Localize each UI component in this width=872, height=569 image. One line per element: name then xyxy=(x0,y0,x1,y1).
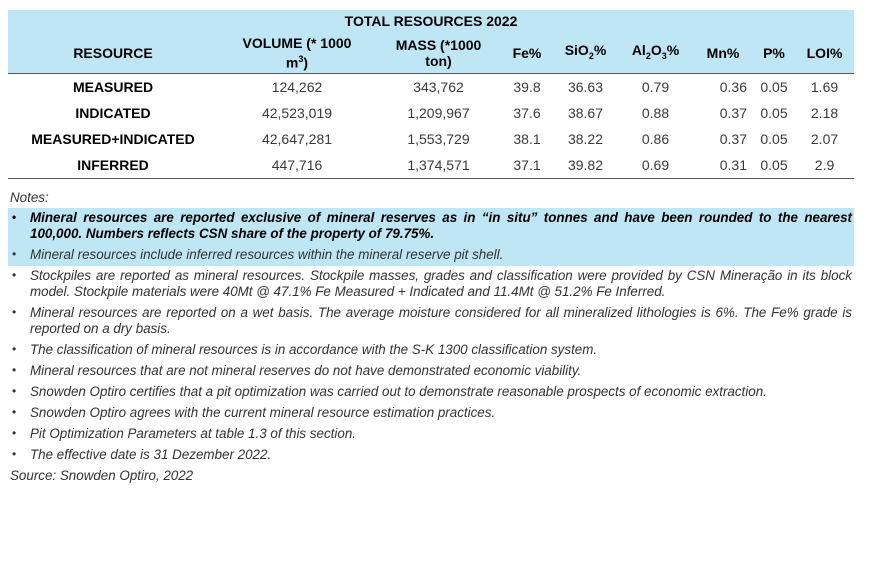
note-text: Mineral resources that are not mineral reserves do not have demonstrated economic viability. xyxy=(30,363,582,378)
bullet-icon: • xyxy=(12,447,17,461)
cell-resource: MEASURED+INDICATED xyxy=(31,131,195,147)
header-al2o3-sub2: 3 xyxy=(661,50,667,61)
note-item xyxy=(8,266,854,303)
cell-resource: INFERRED xyxy=(8,152,218,179)
table-title: TOTAL RESOURCES 2022 xyxy=(8,10,854,32)
header-al2o3-pre: Al xyxy=(631,41,646,58)
table-title-row xyxy=(8,10,854,32)
cell-sio2: 38.67 xyxy=(567,105,604,121)
note-item xyxy=(8,208,854,245)
bullet-icon: • xyxy=(12,268,17,282)
notes-section xyxy=(8,188,854,484)
cell-mn: 0.37 xyxy=(719,131,747,147)
header-sio2-pre: SiO xyxy=(564,41,589,58)
note-item xyxy=(8,424,854,445)
note-item xyxy=(8,245,854,266)
table-row xyxy=(8,100,854,126)
note-text: The effective date is 31 Dezember 2022. xyxy=(30,447,272,462)
header-fe: Fe% xyxy=(501,32,553,74)
note-text: Snowden Optiro certifies that a pit optimization was carried out to demonstrate reasonable prospects of economic extraction. xyxy=(30,384,767,399)
header-p: P% xyxy=(753,32,795,74)
cell-volume: 447,716 xyxy=(218,152,376,179)
note-text: Mineral resources are reported exclusive of mineral reserves as in “in situ” tonnes and have been rounded to the nearest 100,000. Numbers reflects CSN share of the property of 79.75%. xyxy=(30,210,852,241)
table-row xyxy=(8,126,854,152)
cell-loi: 1.69 xyxy=(810,79,839,95)
header-volume-line1: VOLUME (* 1000 xyxy=(242,34,352,51)
bullet-icon: • xyxy=(12,426,17,440)
cell-resource: MEASURED xyxy=(72,79,154,95)
header-sio2-sub: 2 xyxy=(588,50,594,61)
table-header-row xyxy=(8,32,854,74)
cell-mn: 0.36 xyxy=(719,79,747,95)
header-al2o3 xyxy=(618,32,693,74)
table-row xyxy=(8,74,854,101)
bullet-icon: • xyxy=(12,210,17,224)
cell-p: 0.05 xyxy=(753,152,795,179)
header-volume-unit: m xyxy=(285,54,299,71)
cell-mn: 0.31 xyxy=(693,152,753,179)
note-item xyxy=(8,445,854,466)
total-resources-table xyxy=(8,10,854,179)
cell-p: 0.05 xyxy=(760,131,788,147)
header-volume-sup: 3 xyxy=(298,53,304,64)
note-item xyxy=(8,340,854,361)
cell-mass: 343,762 xyxy=(413,79,464,95)
header-mass-line2: ton) xyxy=(425,52,452,69)
source-citation: Source: Snowden Optiro, 2022 xyxy=(10,468,194,483)
cell-mass: 1,374,571 xyxy=(376,152,501,179)
cell-al2o3: 0.86 xyxy=(641,131,670,147)
notes-title: Notes: xyxy=(10,190,49,205)
cell-loi: 2.07 xyxy=(810,131,839,147)
cell-mass: 1,209,967 xyxy=(407,105,470,121)
cell-sio2: 39.82 xyxy=(553,152,618,179)
bullet-icon: • xyxy=(12,384,17,398)
note-item xyxy=(8,303,854,340)
cell-al2o3: 0.79 xyxy=(641,79,670,95)
cell-al2o3: 0.88 xyxy=(641,105,670,121)
bullet-icon: • xyxy=(12,247,17,261)
header-volume xyxy=(218,32,376,74)
bullet-icon: • xyxy=(12,305,17,319)
note-item xyxy=(8,382,854,403)
cell-sio2: 36.63 xyxy=(567,79,604,95)
cell-fe: 39.8 xyxy=(513,79,541,95)
note-item xyxy=(8,361,854,382)
cell-mass: 1,553,729 xyxy=(407,131,470,147)
table-row xyxy=(8,152,854,179)
cell-resource: INDICATED xyxy=(75,105,151,121)
cell-fe: 38.1 xyxy=(513,131,541,147)
header-al2o3-sub1: 2 xyxy=(645,50,651,61)
note-text: Mineral resources include inferred resources within the mineral reserve pit shell. xyxy=(30,247,504,262)
note-text: Mineral resources are reported on a wet basis. The average moisture considered for all mineralized lithologies is 6%. The Fe% grade is reported on a dry basis. xyxy=(30,305,852,336)
header-sio2 xyxy=(553,32,618,74)
bullet-icon: • xyxy=(12,363,17,377)
header-mn: Mn% xyxy=(693,32,753,74)
cell-volume: 42,523,019 xyxy=(261,105,333,121)
cell-fe: 37.1 xyxy=(501,152,553,179)
cell-mn: 0.37 xyxy=(719,105,747,121)
cell-al2o3: 0.69 xyxy=(618,152,693,179)
note-text: Pit Optimization Parameters at table 1.3 of this section. xyxy=(30,426,356,441)
note-text: Stockpiles are reported as mineral resources. Stockpile masses, grades and classification were provided by CSN Mineração in its block model. Stockpile materials were 40Mt @ 47.1% Fe Measured + Indicated and 11.4Mt @ 51.2% Fe Inferred. xyxy=(30,268,852,299)
cell-p: 0.05 xyxy=(760,79,788,95)
header-loi: LOI% xyxy=(795,32,854,74)
header-mass xyxy=(376,32,501,74)
header-resource: RESOURCE xyxy=(8,32,218,74)
cell-loi: 2.18 xyxy=(810,105,839,121)
note-text: The classification of mineral resources is in accordance with the S-K 1300 classification system. xyxy=(30,342,598,357)
cell-p: 0.05 xyxy=(760,105,788,121)
header-sio2-post: % xyxy=(593,41,607,58)
note-text: Snowden Optiro agrees with the current mineral resource estimation practices. xyxy=(30,405,496,420)
cell-loi: 2.9 xyxy=(795,152,854,179)
cell-volume: 42,647,281 xyxy=(261,131,333,147)
note-item xyxy=(8,403,854,424)
header-volume-close: ) xyxy=(303,54,309,71)
cell-sio2: 38.22 xyxy=(567,131,604,147)
header-al2o3-mid: O xyxy=(650,41,662,58)
cell-fe: 37.6 xyxy=(513,105,541,121)
bullet-icon: • xyxy=(12,405,17,419)
header-al2o3-post: % xyxy=(666,41,680,58)
header-mass-line1: MASS (*1000 xyxy=(395,36,482,53)
cell-volume: 124,262 xyxy=(271,79,323,95)
bullet-icon: • xyxy=(12,342,17,356)
